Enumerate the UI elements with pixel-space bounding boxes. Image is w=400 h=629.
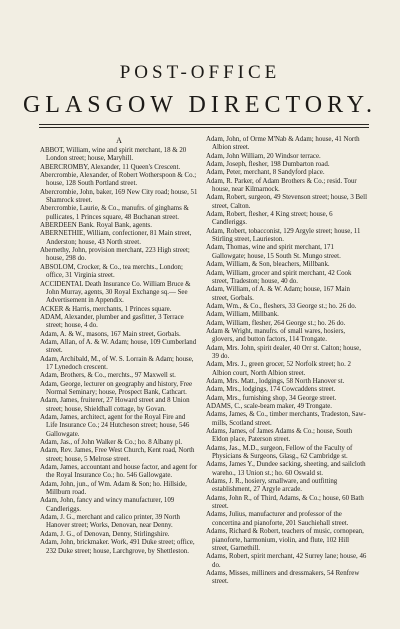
directory-entry: Adams, James Y., Dundee sacking, sheeting, and sailcloth wareho., 13 Union st.; ho. 60 Oswald st. <box>206 461 366 477</box>
directory-entry: Adam, Mrs. J., green grocer, 52 Norfolk street; ho. 2 Albion court, North Albion street. <box>206 361 351 377</box>
page-heading-line2: GLASGOW DIRECTORY. <box>22 92 378 118</box>
directory-entry: ABERDEEN Bank. Royal Bank, agents. <box>40 222 152 230</box>
directory-entry: Adam, Peter, merchant, 8 Sandyford place. <box>206 169 325 177</box>
directory-entry: Adams, Richard & Robert, teachers of music, cornopean, pianoforte, harmonium, violin, and flute, 102 Hill street, Garnethill. <box>206 528 364 552</box>
directory-entry: Adam, William, grocer and spirit merchant, 42 Cook street, Tradeston; house, 40 do. <box>206 269 352 285</box>
directory-entry: Adam, Joseph, flesher, 198 Dumbarton road. <box>206 161 330 169</box>
directory-entry: ABBOT, William, wine and spirit merchant, 18 & 20 London street; house, Maryhill. <box>40 147 187 163</box>
directory-entry: Adam, Mrs. Matt., lodgings, 58 North Hanover st. <box>206 377 345 385</box>
directory-entry: Adams, James, of James Adams & Co.; house, South Eldon place, Paterson street. <box>206 428 353 444</box>
directory-entry: Adams, John R., of Third, Adams, & Co.; house, 60 Bath street. <box>206 494 364 511</box>
directory-entry: Adam, John, fancy and wincy manufacturer, 109 Candleriggs. <box>40 497 175 513</box>
directory-entry: Adam, John, of Orme M'Nab & Adam; house, 41 North Albion street. <box>206 136 360 152</box>
directory-entry: Adam, William, of A. & W. Adam; house, 167 Main street, Gorbals. <box>206 286 350 302</box>
left-column <box>40 136 198 622</box>
directory-entry: ACKER & Harris, merchants, 1 Princes square. <box>40 305 172 313</box>
directory-entry: ACCIDENTAL Death Insurance Co. William Bruce & John Murray, agents, 30 Royal Exchange sq.— See Advertisement in Appendix. <box>40 280 191 305</box>
directory-entry: Adam, J. G., merchant and calico printer, 39 North Hanover street; Works, Denovan, near Denny. <box>40 514 180 530</box>
directory-entry: Adam, William, flesher, 264 George st.; ho. 26 do. <box>206 319 346 327</box>
directory-entry: Adams, Julius, manufacturer and professor of the concertina and pianoforte, 201 Sauchiehall street. <box>206 511 349 527</box>
directory-entry: Adam, Brothers, & Co., merchts., 97 Maxwell st. <box>40 372 176 380</box>
directory-entry: Adam, William, Millbank. <box>206 311 279 319</box>
heading-rule-bottom <box>39 127 369 128</box>
directory-entry: Adam, Mrs. John, spirit dealer, 40 Orr st. Calton; house, 39 do. <box>206 344 361 360</box>
directory-entry: Adams, J. R., hosiery, smallware, and outfitting establishment, 27 Argyle arcade. <box>206 478 338 494</box>
directory-entry: ADAM, Alexander, plumber and gasfitter, 3 Terrace street; house, 4 do. <box>40 313 184 330</box>
directory-entry: Adam, Archibald, M., of W. S. Lorrain & Adam; house, 17 Lynedoch crescent. <box>40 355 194 371</box>
heading-rule-top <box>39 124 369 125</box>
directory-entry: Adam, J. G., of Denovan, Denny, Stirlingshire. <box>40 530 170 538</box>
directory-entry: Adams, Misses, milliners and dressmakers, 54 Renfrew street. <box>206 569 360 586</box>
directory-entry: Adam, Mrs., furnishing shop, 34 George street. <box>206 394 337 402</box>
page-heading-line1: POST-OFFICE <box>119 62 281 83</box>
directory-entry: Adam, Allan, of A. & W. Adam; house, 109 Cumberland street. <box>40 338 197 355</box>
directory-entry: Adam, John, brickmaker. Work, 491 Duke street; office, 232 Duke street; house, Larchgrove, by Shettleston. <box>40 539 195 555</box>
directory-entry: Adam, James, accountant and house factor, and agent for the Royal Insurance Co.; ho. 546 Gallowgate. <box>40 464 198 480</box>
directory-entry: Adam, Thomas, wine and spirit merchant, 171 Gallowgate; house, 15 South St. Mungo street. <box>206 244 341 260</box>
directory-entry: Adam, Jas., of John Walker & Co.; ho. 8 Albany pl. <box>40 439 183 447</box>
directory-entry: Adams, Jas., M.D., surgeon, Fellow of the Faculty of Physicians & Surgeons, Glasg., 62 Cambridge st. <box>206 444 353 461</box>
directory-entry: Adam, John William, 20 Windsor terrace. <box>206 152 321 160</box>
directory-entry: Adam, Robert, surgeon, 49 Stevenson street; house, 3 Bell street, Calton. <box>206 194 367 210</box>
directory-entry: ABERNETHIE, William, confectioner, 81 Main street, Anderston; house, 43 North street. <box>40 230 192 246</box>
directory-entry: ABERCROMBY, Alexander, 11 Queen's Crescent. <box>40 163 181 171</box>
directory-entry: ABSOLOM, Crocker, & Co., tea merchts., London; office, 31 Virginia street. <box>40 263 183 280</box>
directory-entry: Abernethy, John, provision merchant, 223 High street; house, 298 do. <box>40 247 190 263</box>
directory-entry: Adam, Wm., & Co., fleshers, 33 George st.; ho. 26 do. <box>206 302 357 310</box>
directory-entry: Adams, Robert, spirit merchant, 42 Surrey lane; house, 46 do. <box>206 553 367 569</box>
directory-entry: Abercrombie, Laurie, & Co., manufrs. of ginghams & pullicates, 1 Princes square, 48 Buchanan street. <box>40 205 189 221</box>
directory-entry: ADAMS, C., scale-beam maker, 49 Trongate. <box>206 403 333 410</box>
directory-entry: Abercrombie, John, baker, 169 New City road; house, 51 Shamrock street. <box>40 188 198 205</box>
directory-entry: Adam, R. Parker, of Adam Brothers & Co.; resid. Tour house, near Kilmarnock. <box>206 177 357 194</box>
directory-entry: Adam, Mrs., lodgings, 174 Cowcaddens street. <box>206 386 336 394</box>
directory-entry: Adam, Rev. James, Free West Church, Kent road, North street; house, 5 Melrose street. <box>40 447 195 463</box>
directory-entry: Adam, Robert, tobacconist, 129 Argyle street; house, 11 Stirling street, Laurieston. <box>206 227 361 244</box>
directory-entry: Adam, James, architect, agent for the Royal Fire and Life Insurance Co.; 24 Hutcheson street; house, 546 Gallowgate. <box>40 414 190 438</box>
directory-entry: Adam, Robert, flesher, 4 King street; house, 6 Candleriggs. <box>206 211 333 227</box>
directory-entry: Adam & Wright, manufrs. of small wares, hosiers, glovers, and button factors, 114 Trongate. <box>206 327 346 344</box>
section-letter: A <box>116 136 122 145</box>
directory-entry: Adam, A. & W., masons, 167 Main street, Gorbals. <box>40 330 181 338</box>
directory-entry: Adams, James, & Co., timber merchants, Tradeston, Saw-mills, Scotland street. <box>206 411 366 427</box>
directory-entry: Adam, James, fruiterer, 27 Howard street and 8 Union street; house, Shieldhall cottage, by Govan. <box>40 397 190 413</box>
right-column <box>206 136 367 622</box>
directory-entry: Adam, William, & Son, bleachers, Millbank. <box>206 261 330 269</box>
directory-entry: Adam, John, jun., of Wm. Adam & Son; ho. Hillside, Millburn road. <box>40 480 187 497</box>
directory-entry: Abercrombie, Alexander, of Robert Wotherspoon & Co.; house, 128 South Portland street. <box>40 172 197 188</box>
directory-entry: Adam, George, lecturer on geography and history, Free Normal Seminary; house, Prospect Bank, Cathcart. <box>40 380 193 396</box>
